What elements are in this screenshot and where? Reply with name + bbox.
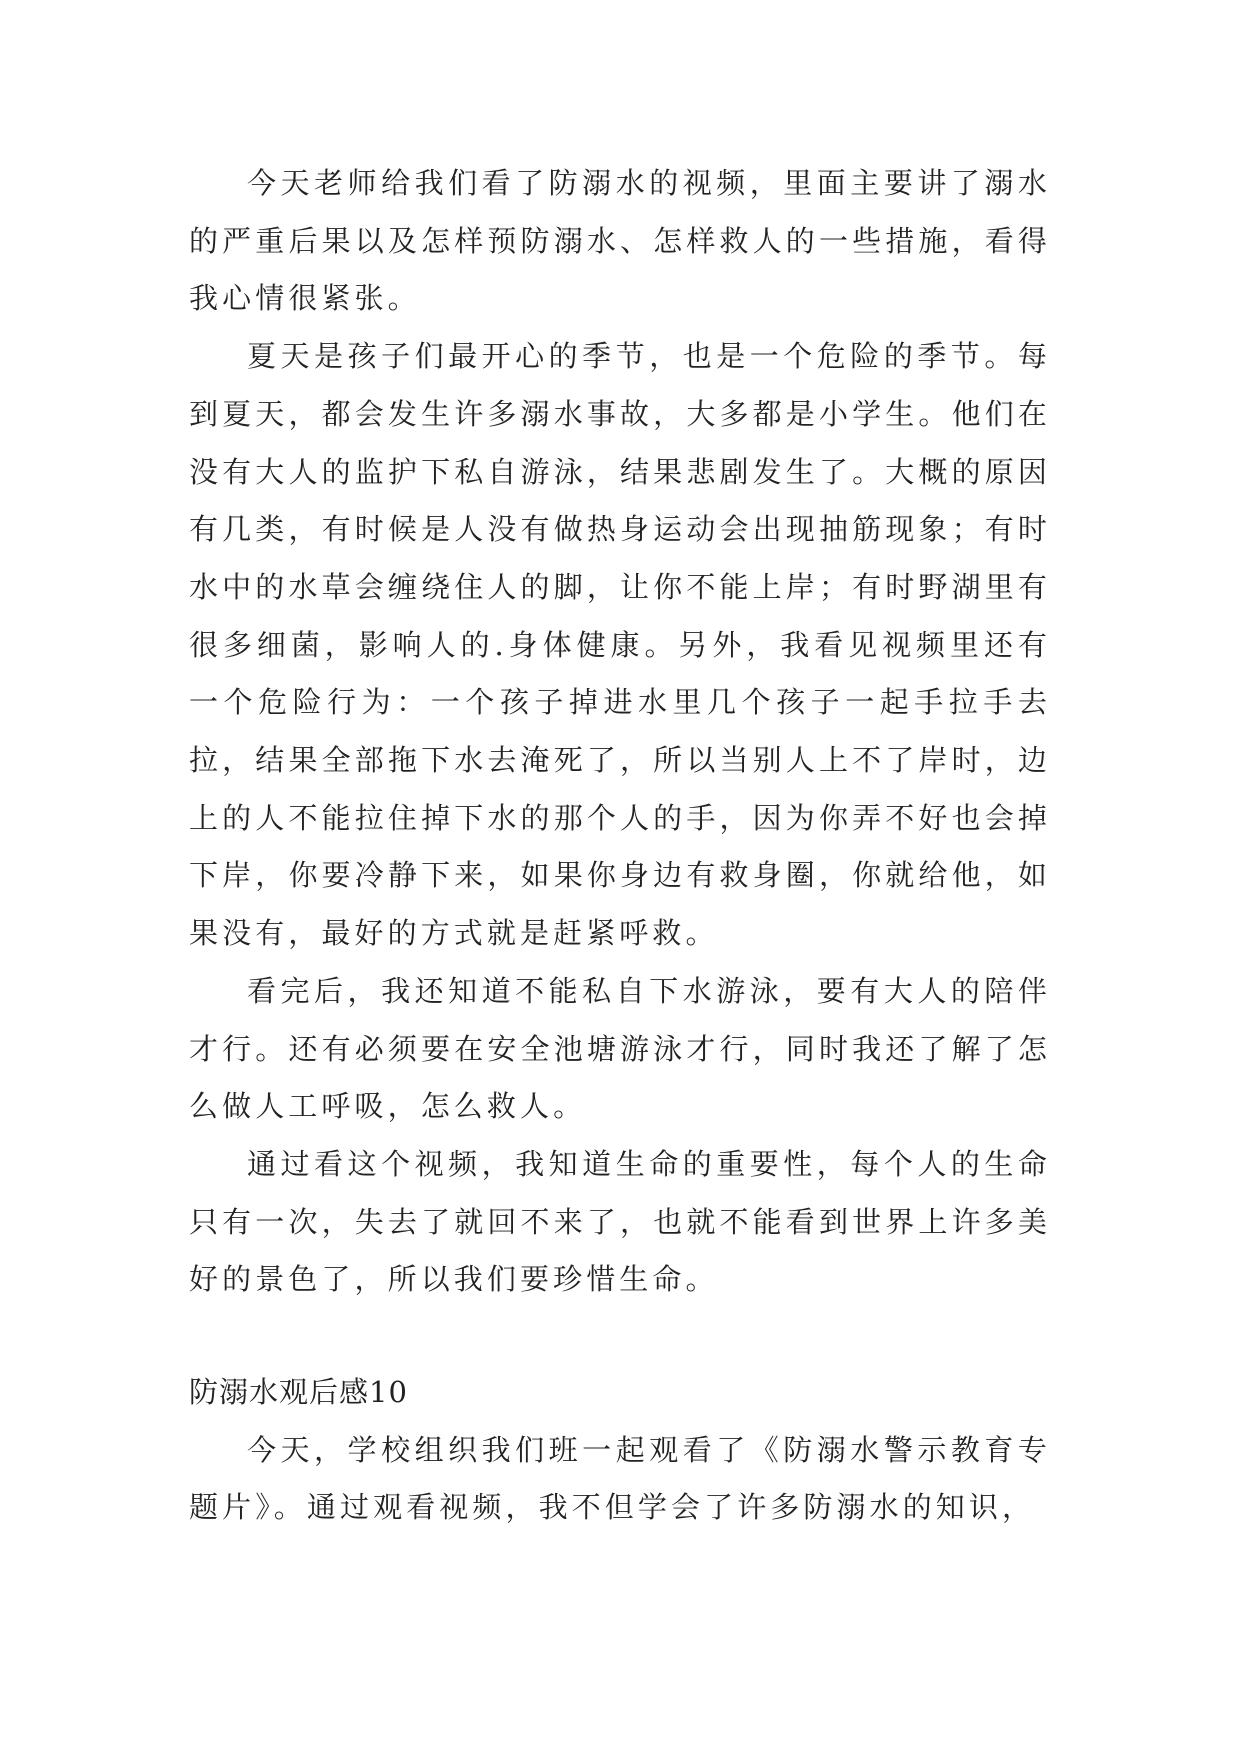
paragraph: 今天，学校组织我们班一起观看了《防溺水警示教育专题片》。通过观看视频，我不但学会了许多防溺水的知识，: [189, 1432, 1051, 1525]
paragraph: 夏天是孩子们最开心的季节，也是一个危险的季节。每到夏天，都会发生许多溺水事故，大多都是小学生。他们在没有大人的监护下私自游泳，结果悲剧发生了。大概的原因有几类，有时候是人没有做热身运动会出现抽筋现象；有时水中的水草会缠绕住人的脚，让你不能上岸；有时野湖里有很多细菌，影响人的.身体健康。另外，我看见视频里还有一个危险行为：一个孩子掉进水里几个孩子一起手拉手去拉，结果全部拖下水去淹死了，所以当别人上不了岸时，边上的人不能拉住掉下水的那个人的手，因为你弄不好也会掉下岸，你要冷静下来，如果你身边有救身圈，你就给他，如果没有，最好的方式就是赶紧呼救。: [189, 339, 1051, 951]
paragraph: 通过看这个视频，我知道生命的重要性，每个人的生命只有一次，失去了就回不来了，也就不能看到世界上许多美好的景色了，所以我们要珍惜生命。: [189, 1146, 1051, 1297]
section-heading: 防溺水观后感10: [189, 1375, 408, 1410]
paragraph: 看完后，我还知道不能私自下水游泳，要有大人的陪伴才行。还有必须要在安全池塘游泳才行，同时我还了解了怎么做人工呼吸，怎么救人。: [189, 973, 1051, 1124]
document-body: [189, 155, 1051, 1537]
paragraph: 今天老师给我们看了防溺水的视频，里面主要讲了溺水的严重后果以及怎样预防溺水、怎样救人的一些措施，看得我心情很紧张。: [189, 166, 1051, 316]
